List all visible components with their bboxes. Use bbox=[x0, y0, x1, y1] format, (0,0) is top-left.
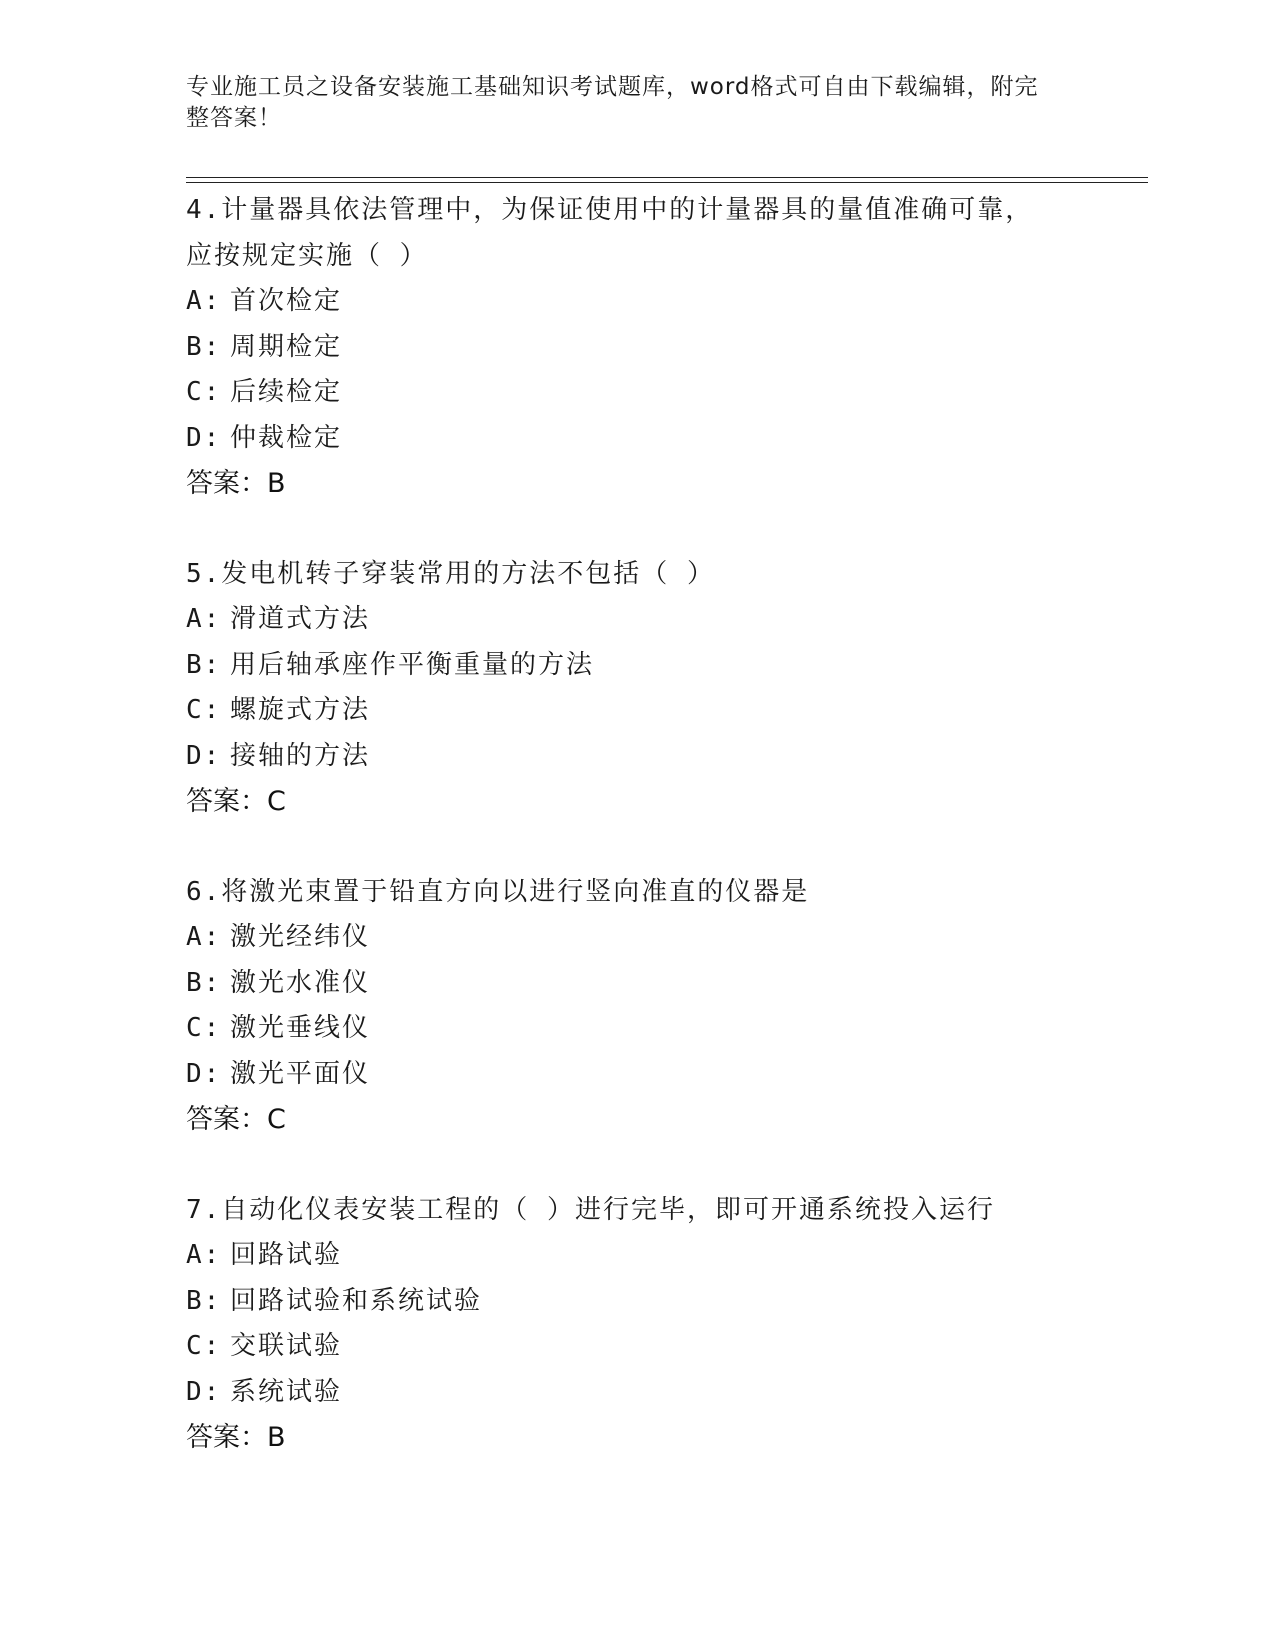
answer-line: 答案：B bbox=[186, 468, 286, 499]
header-divider-top bbox=[186, 177, 1148, 178]
question-list bbox=[186, 188, 1136, 1506]
option-text: 后续检定 bbox=[230, 377, 343, 407]
option-text: 周期检定 bbox=[230, 331, 343, 362]
option-b bbox=[186, 325, 1136, 371]
answer-line: 答案：C bbox=[186, 786, 286, 817]
option-letter: C: bbox=[186, 377, 222, 407]
question-stem: 5.发电机转子穿装常用的方法不包括（ ） bbox=[186, 558, 715, 589]
option-c bbox=[186, 1006, 1136, 1052]
option-letter: D: bbox=[186, 740, 222, 771]
option-text: 滑道式方法 bbox=[230, 604, 371, 634]
option-letter: C: bbox=[186, 1013, 222, 1043]
option-letter: D: bbox=[186, 1376, 222, 1407]
option-d bbox=[186, 416, 1136, 462]
question-7 bbox=[186, 1188, 1136, 1461]
option-letter: B: bbox=[186, 967, 222, 998]
option-a bbox=[186, 915, 1136, 961]
question-stem: 7.自动化仪表安装工程的（ ）进行完毕，即可开通系统投入运行 bbox=[186, 1194, 995, 1225]
option-letter: D: bbox=[186, 1058, 222, 1089]
option-text: 回路试验 bbox=[230, 1240, 343, 1270]
header-line-2: 整答案！ bbox=[186, 105, 282, 131]
answer-line: 答案：C bbox=[186, 1104, 286, 1135]
option-b bbox=[186, 961, 1136, 1007]
option-text: 激光水准仪 bbox=[230, 967, 371, 998]
option-letter: C: bbox=[186, 695, 222, 725]
question-4 bbox=[186, 188, 1136, 507]
option-d bbox=[186, 734, 1136, 780]
option-text: 系统试验 bbox=[230, 1376, 343, 1407]
option-text: 激光经纬仪 bbox=[230, 922, 371, 952]
option-text: 螺旋式方法 bbox=[230, 695, 371, 725]
option-a bbox=[186, 279, 1136, 325]
option-text: 回路试验和系统试验 bbox=[230, 1285, 483, 1316]
option-letter: D: bbox=[186, 422, 222, 453]
question-stem: 6.将激光束置于铅直方向以进行竖向准直的仪器是 bbox=[186, 876, 810, 907]
question-stem: 应按规定实施（ ） bbox=[186, 240, 428, 271]
question-stem: 4.计量器具依法管理中，为保证使用中的计量器具的量值准确可靠， bbox=[186, 195, 1034, 225]
option-a bbox=[186, 1233, 1136, 1279]
option-letter: C: bbox=[186, 1331, 222, 1361]
option-a bbox=[186, 597, 1136, 643]
option-c bbox=[186, 1324, 1136, 1370]
option-text: 仲裁检定 bbox=[230, 422, 343, 453]
option-b bbox=[186, 643, 1136, 689]
header-divider-bottom bbox=[186, 182, 1148, 183]
answer-line: 答案：B bbox=[186, 1422, 286, 1453]
option-letter: B: bbox=[186, 649, 222, 680]
option-letter: B: bbox=[186, 331, 222, 362]
option-letter: A: bbox=[186, 922, 222, 952]
option-c bbox=[186, 370, 1136, 416]
option-letter: A: bbox=[186, 286, 222, 316]
header-line-1: 专业施工员之设备安装施工基础知识考试题库，word格式可自由下载编辑，附完 bbox=[186, 74, 1039, 100]
option-c bbox=[186, 688, 1136, 734]
document-header bbox=[186, 72, 1066, 134]
option-text: 激光垂线仪 bbox=[230, 1013, 371, 1043]
option-b bbox=[186, 1279, 1136, 1325]
option-text: 交联试验 bbox=[230, 1331, 343, 1361]
question-5 bbox=[186, 552, 1136, 825]
option-text: 接轴的方法 bbox=[230, 740, 371, 771]
option-text: 用后轴承座作平衡重量的方法 bbox=[230, 649, 595, 680]
option-letter: A: bbox=[186, 604, 222, 634]
option-letter: A: bbox=[186, 1240, 222, 1270]
option-d bbox=[186, 1370, 1136, 1416]
option-d bbox=[186, 1052, 1136, 1098]
question-6 bbox=[186, 870, 1136, 1143]
option-text: 激光平面仪 bbox=[230, 1058, 371, 1089]
option-letter: B: bbox=[186, 1285, 222, 1316]
option-text: 首次检定 bbox=[230, 286, 343, 316]
